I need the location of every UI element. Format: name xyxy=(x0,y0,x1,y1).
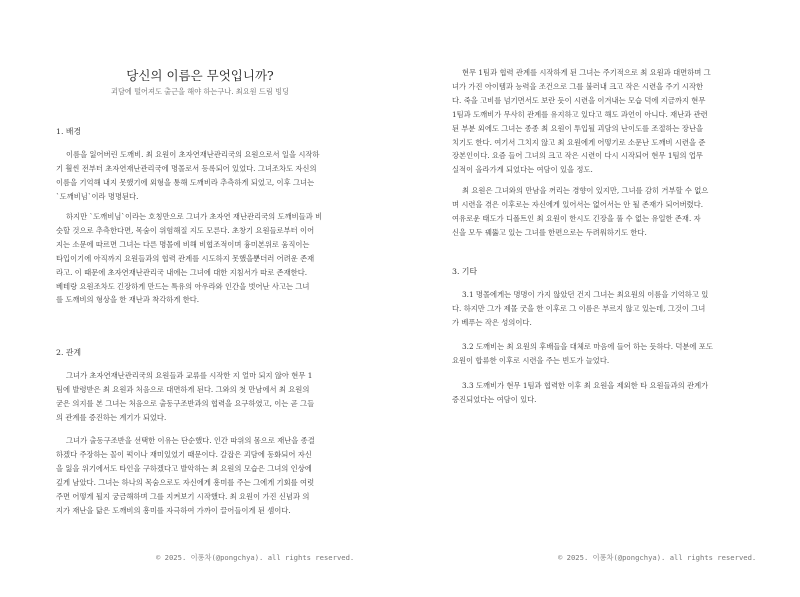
text-line: 지는 소문에 따르면 그녀는 다른 명몰에 비해 비협조적이며 흉미본위로 움직이는 xyxy=(56,239,310,249)
text-line: 주면 어떻게 될지 궁금해하며 그를 지켜보기 시작했다. 최 요원이 가진 신념과 의 xyxy=(56,491,310,501)
paragraph-misc-1 xyxy=(452,288,757,330)
text-line: 을 잃을 위기에서도 타인을 구하겠다고 발악하는 최 요원의 모습은 그녀의 인상에 xyxy=(56,463,312,473)
paragraph-background-2 xyxy=(56,210,356,307)
text-line: 하겠다 주장하는 꼴이 퍽이나 재미있었기 때문이다. 갈잡은 괴담에 동화되어 자신 xyxy=(56,449,312,459)
document-title: 당신의 이름은 무엇입니까? xyxy=(126,68,274,83)
paragraph-misc-3 xyxy=(452,379,757,407)
copyright-footer-left: © 2025. 이퐁차(@pongchya). all rights reserved. xyxy=(156,553,355,562)
text-line: 3.3 도깨비가 현무 1팀과 협력한 이후 최 요원을 제외한 타 요원들과의 관계가 xyxy=(462,381,709,390)
paragraph-misc-2 xyxy=(452,340,757,368)
text-line: 3.2 도깨비는 최 요원의 후배들을 대체로 마음에 들어 하는 듯하다. 덕분에 포도 xyxy=(462,342,713,351)
section-heading-misc: 3. 기타 xyxy=(452,267,477,276)
text-line: 여유로운 태도가 디폴트인 최 요원이 한시도 긴장을 풀 수 없는 유일한 존재. 자 xyxy=(452,213,701,223)
text-line: 요원이 합류한 이후로 시련을 주는 빈도가 늘었다. xyxy=(452,355,610,365)
text-line: 이름을 잃어버린 도깨비. 최 요원이 초자연재난관리국의 요원으로서 일을 시작하 xyxy=(66,150,320,159)
text-line: 실적이 올라가게 되었다는 여담이 있을 정도. xyxy=(452,165,593,175)
text-line: 그녀가 초자연재난관리국의 요원들과 교류를 시작한 지 얼마 되지 않아 현무 1 xyxy=(66,371,313,380)
text-line: 타입이기에 아직까지 요원들과의 협력 관계를 시도하지 못했을뿐더러 어려운 존재 xyxy=(56,253,315,263)
text-line: 지가 재난을 닮은 도깨비의 흥미를 자극하여 가까이 끌어들이게 된 셈이다. xyxy=(56,505,291,515)
text-line: 증진되었다는 여담이 있다. xyxy=(452,394,537,404)
text-line: 현무 1팀과 협력 관계를 시작하게 된 그녀는 주기적으로 최 요원과 대면하며 그 xyxy=(462,68,711,77)
section-heading-background: 1. 배경 xyxy=(56,127,81,136)
text-line: 다. 죽을 고비를 넘기면서도 보란 듯이 시련을 이겨내는 모습 덕에 지금까지 현무 xyxy=(452,95,706,105)
text-line: 최 요원은 그녀와의 만남을 꺼리는 경향이 있지만, 그녀를 감히 거부할 수 없으 xyxy=(462,186,709,195)
text-line: 슷할 것으로 추측한다면, 목숨이 위험해질 지도 모른다. 초창기 요원들로부터 이어 xyxy=(56,225,315,235)
text-line: 다. 하지만 그가 제몰 굿을 한 이후로 그 이름은 부르지 않고 있는데, 그것이 그녀 xyxy=(452,303,706,313)
text-line: 굳은 의지를 본 그녀는 처음으로 출동구조반과의 협력을 요구하였고, 이는 곧 그들 xyxy=(56,398,315,408)
text-line: 기 훨씬 전부터 초자연재난관리국에 명몰로서 등록되어 있었다. 그녀조차도 자신의 xyxy=(56,163,317,173)
text-line: 가 베푸는 작은 성의이다. xyxy=(452,317,532,327)
text-line: 깊게 남았다. 그녀는 하나의 목숨으로도 자신에게 흥미를 주는 그에게 기회를 여럿 xyxy=(56,477,315,487)
paragraph-right-intro-2 xyxy=(452,184,757,240)
text-line: 팀에 발령받은 최 요원과 처음으로 대면하게 된다. 그와의 첫 만남에서 최 요원의 xyxy=(56,384,310,394)
copyright-footer-right: © 2025. 이퐁차(@pongchya). all rights reserved. xyxy=(558,553,757,562)
text-line: 며 시련을 겪은 이후로는 자신에게 있어서는 없어서는 안 될 존재가 되어버렸다. xyxy=(452,199,704,209)
section-heading-relationship: 2. 관계 xyxy=(56,348,81,357)
text-line: 된 부분 외에도 그녀는 종종 최 요원이 투입될 괴담의 난이도를 조절하는 장난을 xyxy=(452,123,704,133)
text-line: 의 관계를 증진하는 계기가 되었다. xyxy=(56,412,167,422)
text-line: 베테랑 요원조차도 긴장하게 만드는 특유의 아우라와 인간을 벗어난 사고는 그녀 xyxy=(56,281,310,291)
text-line: 를 도깨비의 형상을 한 재난과 착각하게 한다. xyxy=(56,295,200,305)
paragraph-right-intro-1 xyxy=(452,66,757,177)
text-line: 3.1 명몰에게는 명명이 가지 않았던 건지 그녀는 최요원의 이름을 기억하고 있 xyxy=(462,290,709,299)
text-line: 장본인이다. 요즘 들어 그녀의 크고 작은 시련이 다시 시작되어 현무 1팀의 업무 xyxy=(452,151,703,161)
text-line: 하지만 `도깨비님`이라는 호칭만으로 그녀가 초자연 재난관리국의 도깨비들과 비 xyxy=(66,212,323,221)
document-subtitle: 괴담에 떨어져도 출근을 해야 하는구나. 최요원 드림 빙딩 xyxy=(111,87,289,96)
text-line: `도깨비님`이라 명명된다. xyxy=(56,191,139,201)
text-line: 1팀과 도깨비가 무사히 관계를 유지하고 있다고 해도 과언이 아니다. 재난과 관련 xyxy=(452,109,708,119)
paragraph-relationship-1 xyxy=(56,369,356,425)
text-line: 라고. 이 때문에 초자연재난관리국 내에는 그녀에 대한 지침서가 따로 존재한다. xyxy=(56,267,308,277)
text-line: 녀가 가진 아이템과 능력을 조건으로 그를 불러내 크고 작은 시련을 주기 시작한 xyxy=(452,81,704,91)
paragraph-background-1 xyxy=(56,148,356,204)
text-line: 치기도 한다. 여기서 그치지 않고 최 요원에게 어떻기로 소문난 도깨비 시련을 준 xyxy=(452,137,706,147)
text-line: 신을 모두 꿰뚫고 있는 그녀를 한편으로는 두려워하기도 한다. xyxy=(452,227,647,237)
text-line: 이름을 기억해 내지 못했기에 외형을 통해 도깨비라 추측하게 되었고, 이후 그녀는 xyxy=(56,177,315,187)
text-line: 그녀가 출동구조반을 선택한 이유는 단순했다. 인간 따위의 몸으로 재난을 종결 xyxy=(66,436,315,445)
paragraph-relationship-2 xyxy=(56,434,356,517)
